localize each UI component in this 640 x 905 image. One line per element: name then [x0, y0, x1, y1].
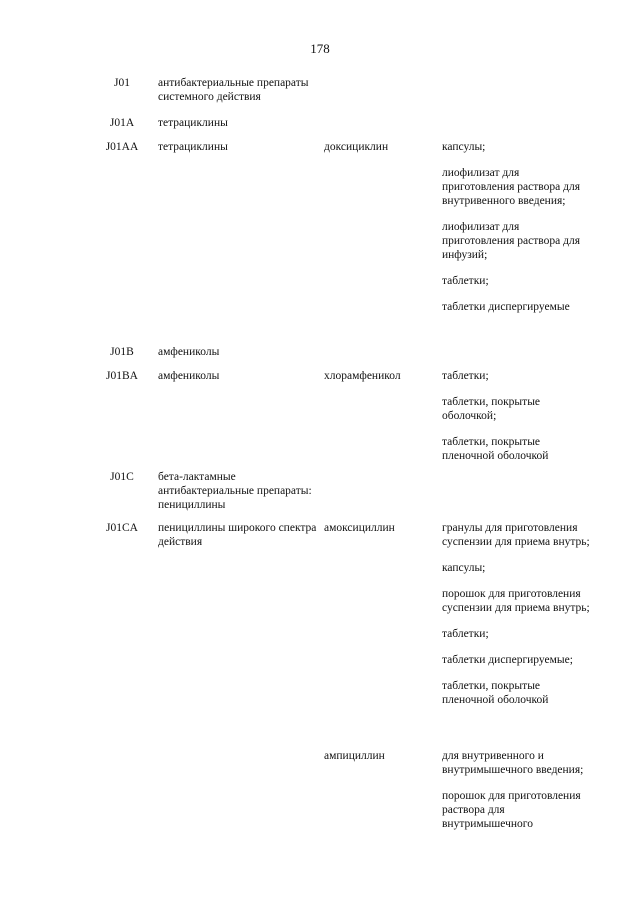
dosage-forms	[442, 749, 592, 843]
group-name: антибактериальные препараты системного действия	[158, 77, 309, 103]
group-name: бета-лактамные антибактериальные препараты: пенициллины	[158, 471, 312, 511]
group-name: тетрациклины	[158, 141, 228, 153]
dosage-form: лиофилизат для приготовления раствора для внутривенного введения;	[442, 167, 580, 207]
atc-code: J01B	[110, 346, 134, 358]
dosage-form: таблетки;	[442, 628, 489, 640]
page-number: 178	[310, 41, 330, 56]
dosage-form: таблетки, покрытые оболочкой;	[442, 396, 541, 422]
atc-code: J01A	[109, 117, 135, 129]
atc-code: J01CA	[106, 522, 138, 534]
dosage-form: капсулы;	[442, 562, 486, 574]
dosage-forms	[442, 140, 592, 326]
dosage-form: таблетки;	[442, 275, 489, 287]
dosage-form: таблетки, покрытые пленочной оболочкой	[442, 680, 549, 706]
dosage-form: капсулы;	[442, 141, 486, 153]
dosage-form: таблетки;	[442, 370, 489, 382]
group-name: амфениколы	[158, 370, 220, 382]
dosage-form: гранулы для приготовления суспензии для приема внутрь;	[442, 522, 590, 548]
inn-name: ампициллин	[324, 750, 385, 762]
inn-name: доксициклин	[324, 141, 389, 153]
dosage-forms	[442, 369, 592, 475]
group-name: амфениколы	[158, 346, 220, 358]
dosage-form: таблетки диспергируемые;	[442, 654, 573, 666]
dosage-form: таблетки, покрытые пленочной оболочкой	[442, 436, 549, 462]
dosage-form: порошок для приготовления раствора для внутримышечного	[442, 790, 581, 830]
dosage-form: лиофилизат для приготовления раствора для инфузий;	[442, 221, 580, 261]
atc-code: J01BA	[106, 370, 138, 382]
group-name: тетрациклины	[158, 117, 228, 129]
atc-code: J01C	[110, 471, 134, 483]
dosage-form: таблетки диспергируемые	[442, 301, 570, 313]
group-name: пенициллины широкого спектра действия	[158, 522, 317, 548]
dosage-form: для внутривенного и внутримышечного введения;	[442, 750, 584, 776]
atc-code: J01	[114, 77, 130, 89]
atc-code: J01AA	[105, 141, 139, 153]
inn-name: хлорамфеникол	[324, 370, 401, 382]
dosage-form: порошок для приготовления суспензии для приема внутрь;	[442, 588, 590, 614]
dosage-forms	[442, 521, 592, 719]
inn-name: амоксициллин	[324, 522, 395, 534]
